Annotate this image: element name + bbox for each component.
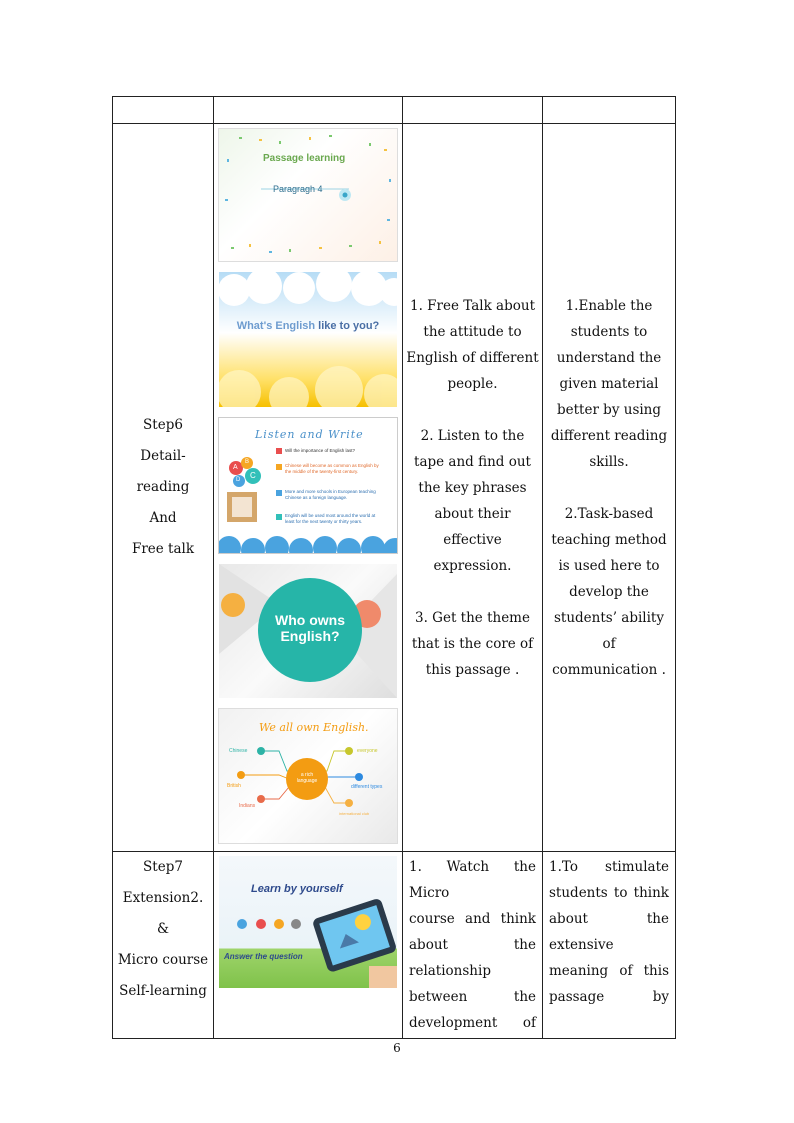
header-cell <box>113 97 214 124</box>
header-cell <box>543 97 676 124</box>
mindmap-label: Chinese <box>229 748 248 754</box>
activity-line: this passage . <box>425 661 520 678</box>
purpose-line: meaning of this <box>549 963 669 979</box>
slide-letter: D <box>236 477 241 483</box>
step-line: Detail- <box>140 448 186 464</box>
purpose-line: communication . <box>552 661 666 678</box>
slide-title: Passage learning <box>263 153 346 164</box>
purpose-line: skills. <box>589 453 629 470</box>
activity-line: course and think <box>409 911 536 927</box>
slide-letter: C <box>250 471 256 480</box>
purpose-block <box>543 293 675 475</box>
purpose-line: 2.Task-based <box>564 505 654 522</box>
activity-line: 1. Watch the Micro <box>409 859 536 901</box>
step-line: reading <box>136 479 190 495</box>
step-cell <box>113 852 214 1039</box>
purpose-line: of <box>602 635 616 652</box>
step-cell <box>113 124 214 852</box>
header-cell <box>403 97 543 124</box>
slide-item: Will the importance of English last? <box>285 448 356 453</box>
slides-cell <box>214 124 403 852</box>
step6-row <box>113 124 676 852</box>
heading-part-b: like to you? <box>318 320 380 332</box>
activity-block <box>403 605 542 683</box>
slide-letter: A <box>233 464 238 471</box>
activity-line: 3. Get the theme <box>415 609 530 626</box>
mindmap-label: Indians <box>239 803 256 809</box>
slide-whats-english <box>219 272 397 407</box>
slide-subtitle: Answer the question <box>224 952 303 961</box>
slide-who-owns-english <box>219 564 397 698</box>
mindmap-label: everyone <box>357 748 378 754</box>
activity-line: about their <box>434 505 511 522</box>
purpose-line: about the <box>549 911 669 927</box>
purpose-line: is used here to <box>558 557 660 574</box>
slide-item: More and more schools in European teaching Chinese as a foreign language. <box>285 489 376 500</box>
question-line: English? <box>280 628 340 644</box>
clouds-decoration <box>219 272 397 407</box>
lesson-plan-table <box>112 96 676 1039</box>
header-cell <box>214 97 403 124</box>
purpose-line: understand the <box>556 349 662 366</box>
activity-line: effective <box>443 531 502 548</box>
purpose-block <box>543 501 675 683</box>
activity-line: relationship <box>409 963 491 979</box>
activity-line: 1. Free Talk about <box>410 297 535 314</box>
step-line: Extension2. <box>122 890 204 906</box>
purpose-line: students to think <box>549 885 669 901</box>
mindmap-label: different types <box>351 784 383 790</box>
step-line: Micro course <box>117 952 209 968</box>
activity-cell <box>403 852 543 1039</box>
slide-letter: B <box>245 459 250 465</box>
activity-block <box>403 423 542 579</box>
activity-line: development of <box>409 1015 536 1031</box>
slide-learn-by-yourself <box>219 856 397 988</box>
purpose-line: passage by <box>549 989 669 1005</box>
slide-heading <box>219 320 397 332</box>
purpose-line: students’ ability <box>553 609 664 626</box>
step-line: Step6 <box>143 417 183 433</box>
slide-we-all-own-english <box>218 708 398 844</box>
mindmap-label: international club <box>339 811 370 816</box>
activity-line: tape and find out <box>414 453 531 470</box>
confetti-decoration <box>219 129 397 261</box>
slide-title: Listen and Write <box>255 428 364 441</box>
mindmap-center: a rich language <box>296 772 318 784</box>
activity-line: about the <box>409 937 536 953</box>
activity-line: expression. <box>433 557 512 574</box>
purpose-line: 1.Enable the <box>565 297 653 314</box>
slide-title: We all own English. <box>259 721 369 734</box>
activity-line: 2. Listen to the <box>420 427 525 444</box>
step-line: Step7 <box>143 859 183 875</box>
slide-passage-learning <box>218 128 398 262</box>
step7-row <box>113 852 676 1039</box>
heading-part-a: What's English <box>236 320 319 332</box>
purpose-line: extensive <box>549 937 614 953</box>
page-number: 6 <box>393 1041 401 1055</box>
activity-line: people. <box>447 375 498 392</box>
activity-line: that is the core of <box>411 635 534 652</box>
activity-line: the key phrases <box>418 479 527 496</box>
purpose-line: different reading <box>550 427 668 444</box>
activity-line: between the <box>409 989 536 1005</box>
slide-subtitle: Paragragh 4 <box>273 184 323 194</box>
activity-line: English of different <box>406 349 539 366</box>
slide-item: English will be used most around the world at least for the next twenty or thirty years. <box>285 513 376 524</box>
mindmap-label: British <box>227 783 241 789</box>
purpose-line: teaching method <box>551 531 667 548</box>
step-line: Self-learning <box>119 983 207 999</box>
tablet-illustration <box>219 856 397 988</box>
activity-block <box>403 293 542 397</box>
question-line: Who owns <box>275 612 345 628</box>
slide-item: Chinese will become as common as English by the middle of the twenty-first century. <box>285 463 379 474</box>
slide-listen-and-write <box>218 417 398 554</box>
purpose-cell <box>543 124 676 852</box>
purpose-line: given material <box>559 375 659 392</box>
purpose-line: better by using <box>556 401 662 418</box>
purpose-line: 1.To stimulate <box>549 859 669 875</box>
slide-title: Learn by yourself <box>251 883 343 895</box>
purpose-line: students to <box>570 323 648 340</box>
step-line: & <box>156 921 170 937</box>
purpose-line: develop the <box>569 583 649 600</box>
header-row <box>113 97 676 124</box>
activity-line: the attitude to <box>423 323 522 340</box>
purpose-cell <box>543 852 676 1039</box>
slide-question <box>258 612 362 644</box>
activity-cell <box>403 124 543 852</box>
bubbles-decoration <box>219 418 397 553</box>
step-line: Free talk <box>131 541 195 557</box>
step-line: And <box>149 510 177 526</box>
slides-cell <box>214 852 403 1039</box>
